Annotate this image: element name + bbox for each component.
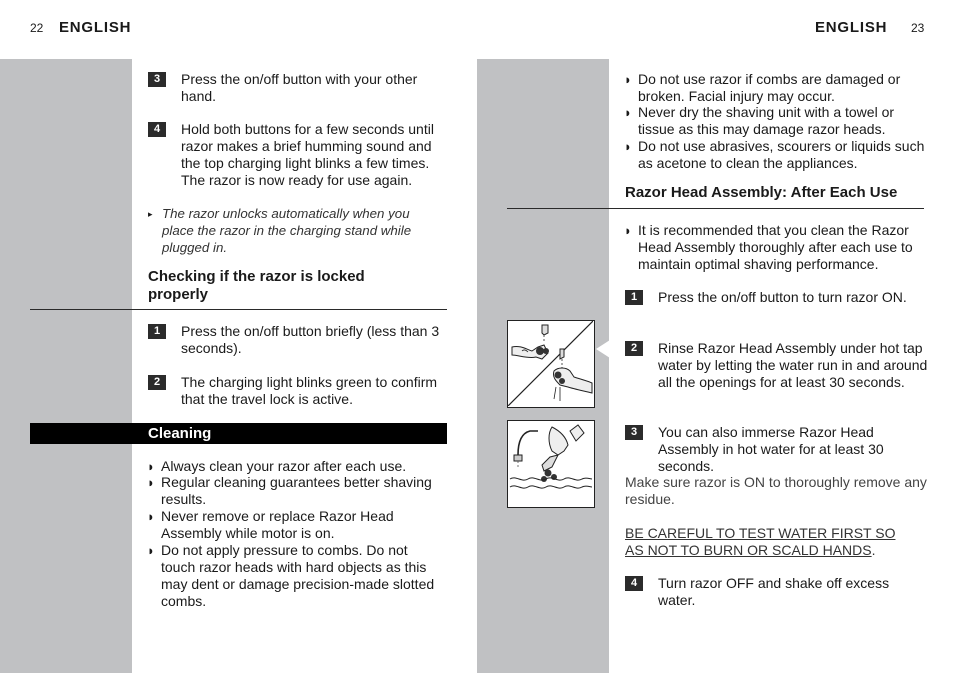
cleaning-bullet-4: Do not apply pressure to combs. Do not touch razor heads with hard objects as this may dent or damage precision-made slotted combs. [161, 542, 435, 609]
step-number-4: 4 [625, 576, 643, 591]
lock-step-number-1: 1 [148, 324, 166, 339]
assembly-bullet: It is recommended that you clean the Razor Head Assembly thoroughly after each use to maintain optimal shaving performance. [638, 222, 913, 272]
step-number-2: 2 [625, 341, 643, 356]
scald-warning [625, 525, 915, 559]
step-2-text: Rinse Razor Head Assembly under hot tap water by letting the water run in and around all the openings for at least 30 seconds. [658, 340, 928, 390]
bullet-icon: ◗ [147, 475, 155, 490]
step-number-3: 3 [148, 72, 166, 87]
cleaning-heading: Cleaning [148, 425, 212, 442]
page-language-right: ENGLISH [815, 19, 888, 36]
residue-note: Make sure razor is ON to thoroughly remove any residue. [625, 474, 927, 507]
step-1-text: Press the on/off button to turn razor ON. [658, 289, 907, 305]
lock-step-1-text: Press the on/off button briefly (less than 3 seconds). [181, 323, 440, 356]
left-margin-column [0, 59, 132, 673]
lock-step-2-text: The charging light blinks green to confirm that the travel lock is active. [181, 374, 438, 407]
section-divider [30, 309, 447, 310]
section-divider [507, 208, 924, 209]
pointer-arrow-icon [596, 340, 610, 358]
warning-bullet-2: Never dry the shaving unit with a towel or tissue as this may damage razor heads. [638, 104, 895, 137]
bullet-icon: ◗ [147, 543, 155, 558]
step-3-text: Press the on/off button with your other hand. [181, 71, 418, 104]
step-4-text: Hold both buttons for a few seconds until razor makes a brief humming sound and the top charging light blinks a few times. The razor is now ready for use again. [181, 121, 434, 188]
cleaning-band [30, 423, 447, 444]
step-4-text: Turn razor OFF and shake off excess water. [658, 575, 890, 608]
scald-warning-period: . [871, 542, 876, 558]
page-number-left: 22 [30, 21, 44, 35]
cleaning-bullet-3: Never remove or replace Razor Head Assembly while motor is on. [161, 508, 394, 541]
immerse-razor-icon [508, 421, 593, 506]
lock-step-number-2: 2 [148, 375, 166, 390]
page-language-left: ENGLISH [59, 19, 132, 36]
rinse-illustration [507, 320, 595, 408]
bullet-icon: ◗ [624, 72, 632, 87]
immerse-illustration [507, 420, 595, 508]
assembly-heading: Razor Head Assembly: After Each Use [625, 184, 898, 201]
note-arrow-icon: ▸ [148, 209, 153, 219]
bullet-icon: ◗ [624, 139, 632, 154]
bullet-icon: ◗ [147, 459, 155, 474]
scald-warning-text: BE CAREFUL TO TEST WATER FIRST SO AS NOT TO BURN OR SCALD HANDS [625, 525, 896, 558]
lock-check-heading: Checking if the razor is locked properly [148, 268, 365, 303]
step-number-3: 3 [625, 425, 643, 440]
rinse-razor-icon [508, 321, 593, 406]
step-number-4: 4 [148, 122, 166, 137]
step-3-text: You can also immerse Razor Head Assembly in hot water for at least 30 seconds. [658, 424, 884, 474]
bullet-icon: ◗ [624, 223, 632, 238]
page-number-right: 23 [911, 21, 925, 35]
warning-bullet-1: Do not use razor if combs are damaged or broken. Facial injury may occur. [638, 71, 901, 104]
warning-bullet-3: Do not use abrasives, scourers or liquids such as acetone to clean the appliances. [638, 138, 925, 171]
cleaning-bullet-2: Regular cleaning guarantees better shaving results. [161, 474, 432, 507]
bullet-icon: ◗ [624, 105, 632, 120]
bullet-icon: ◗ [147, 509, 155, 524]
step-number-1: 1 [625, 290, 643, 305]
cleaning-bullet-1: Always clean your razor after each use. [161, 458, 407, 474]
note-text: The razor unlocks automatically when you place the razor in the charging stand while plugged in. [162, 206, 412, 255]
